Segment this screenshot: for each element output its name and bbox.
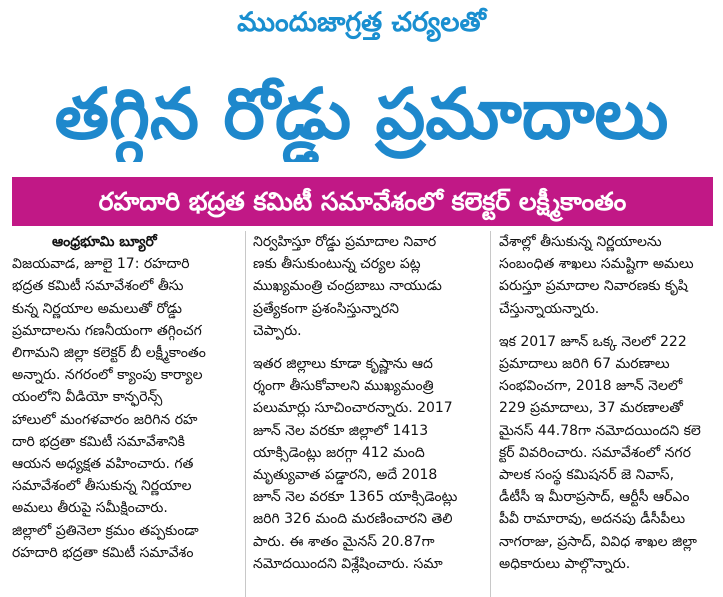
article-column-1	[12, 231, 238, 597]
text-line: ప్రమాదాలను గణనీయంగా తగ్గించగ	[12, 322, 202, 339]
paragraph-gap	[253, 342, 482, 353]
text-line: ఇక 2017 జూన్ ఒక్క నెలలో 222	[499, 333, 687, 350]
text-line: పారు. ఈ శాతం మైనస్ 20.87గా	[253, 533, 435, 550]
column-divider	[490, 231, 491, 597]
text-line: మృత్యువాత పడ్డారని, అదే 2018	[253, 467, 438, 484]
text-line: యాక్సిడెంట్లు జరగ్గా 412 మంది	[253, 444, 425, 461]
text-line: అమలు తీరుపై సమీక్షించారు.	[12, 500, 168, 517]
text-line: ముఖ్యమంత్రి చంద్రబాబు నాయుడు	[253, 278, 442, 295]
text-line: జూన్ నెల వరకూ 1365 యాక్సిడెంట్లు	[253, 489, 458, 506]
text-line: అధికారులు పాల్గొన్నారు.	[499, 555, 631, 572]
article-column-3	[499, 231, 719, 597]
paragraph-gap	[499, 320, 719, 331]
text-line: పలుమార్లు సూచించారన్నారు. 2017	[253, 400, 453, 417]
column-divider	[245, 231, 246, 597]
text-line: లిగామని జిల్లా కలెక్టర్ బీ లక్ష్మీకాంతం	[12, 345, 206, 362]
text-line: 229 ప్రమాదాలు, 37 మరణాలతో	[499, 400, 683, 417]
headline: తగ్గిన రోడ్డు ప్రమాదాలు	[54, 73, 669, 155]
text-line: విజయవాడ, జూలై 17: రహదారి	[12, 256, 190, 273]
text-line: చెప్పారు.	[253, 322, 302, 339]
text-line: ణకు తీసుకుంటున్న చర్యల పట్ల	[253, 256, 421, 273]
subheadline-band: రహదారి భద్రత కమిటీ సమావేశంలో కలెక్టర్ లక్ష్మీకాంతం	[12, 177, 713, 226]
byline: ఆంధ్రభూమి బ్యూరో	[52, 234, 157, 250]
column-3-text	[499, 231, 719, 320]
text-line: మైనస్ 44.78గా నమోదయిందని కలె	[499, 422, 701, 439]
text-line: హాలులో మంగళవారం జరిగిన రహ	[12, 411, 198, 428]
text-line: సంభవించగా, 2018 జూన్ నెలలో	[499, 378, 683, 395]
text-line: వేశాల్లో తీసుకున్న నిర్ణయాలను	[499, 234, 662, 250]
text-line: జరిగి 326 మంది మరణించారని తెలి	[253, 511, 453, 528]
text-line: పాలక సంస్థ కమిషనర్ జె నివాస్,	[499, 467, 675, 484]
text-line: నమోదయిందని విశ్లేషించారు. సమా	[253, 555, 443, 572]
text-line: నాగరాజు, ప్రసాద్, వివిధ శాఖల జిల్లా	[499, 533, 697, 550]
text-line: జూన్ నెల వరకూ జిల్లాలో 1413	[253, 422, 429, 439]
text-line: భద్రత కమిటీ సమావేశంలో తీసు	[12, 278, 184, 295]
text-line: ప్రమాదాలు జరిగి 67 మరణాలు	[499, 356, 670, 373]
kicker-title: ముందుజాగ్రత్త చర్యలతో	[237, 7, 486, 38]
text-line: డీటీసీ ఇ మీరాప్రసాద్, ఆర్టీసీ ఆర్ఎం	[499, 489, 690, 506]
column-2b-text	[253, 353, 482, 575]
text-line: చేస్తున్నాయన్నారు.	[499, 300, 600, 317]
article-column-2	[253, 231, 482, 597]
text-line: ఆయన అధ్యక్షత వహించారు. గత	[12, 456, 194, 473]
text-line: అన్నారు. నగరంలో క్యాంపు కార్యాల	[12, 367, 203, 384]
text-line: ప్రత్యేకంగా ప్రశంసిస్తున్నారని	[253, 300, 399, 317]
text-line: క్టర్ వివరించారు. సమావేశంలో నగర	[499, 444, 691, 461]
text-line: నిర్వహిస్తూ రోడ్డు ప్రమాదాల నివార	[253, 234, 437, 250]
text-line: సంబంధిత శాఖలు సమష్టిగా అమలు	[499, 256, 694, 273]
text-line: రహదారి భద్రతా కమిటీ సమావేశం	[12, 544, 194, 561]
text-line: సమావేశంలో తీసుకున్న నిర్ణయాల	[12, 478, 192, 495]
text-line: కున్న నిర్ణయాల అమలుతో రోడ్డు	[12, 300, 183, 317]
text-line: ఇతర జిల్లాలు కూడా కృష్ణాను ఆద	[253, 356, 433, 373]
text-line: దారి భద్రతా కమిటీ సమావేశానికి	[12, 433, 185, 450]
column-1-text	[12, 253, 238, 564]
text-line: పీవీ రామారావు, అదనపు డీసీపీలు	[499, 511, 686, 528]
column-2-text	[253, 231, 482, 342]
text-line: యంలోని వీడియో కాన్ఫరెన్స్	[12, 389, 163, 406]
text-line: పరుస్తూ ప్రమాదాల నివారణకు కృషి	[499, 278, 688, 295]
text-line: ర్శంగా తీసుకోవాలని ముఖ్యమంత్రి	[253, 378, 434, 395]
text-line: జిల్లాలో ప్రతినెలా క్రమం తప్పకుండా	[12, 522, 199, 539]
column-3b-text	[499, 331, 719, 575]
